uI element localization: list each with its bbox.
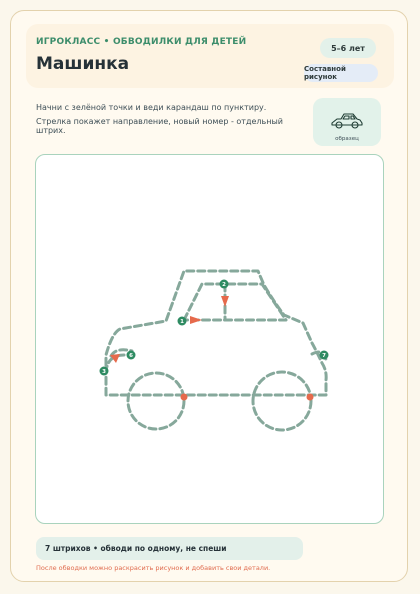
start-number-3: 3: [102, 369, 106, 375]
instruction-line-1: Начни с зелёной точки и веди карандаш по пунктиру.: [36, 103, 267, 112]
trace-stroke-body: [106, 271, 326, 395]
direction-arrow-3: [221, 296, 229, 307]
age-badge: 5–6 лет: [320, 38, 376, 58]
car-tracing-drawing[interactable]: [36, 155, 382, 522]
start-number-7: 7: [322, 353, 326, 359]
start-number-1: 1: [180, 319, 184, 325]
car-icon: [329, 110, 365, 132]
trace-stroke-window: [184, 284, 286, 320]
sample-label: образец: [335, 136, 359, 142]
footnote: После обводки можно раскрасить рисунок и добавить свои детали.: [36, 564, 271, 572]
stroke-info-bar: 7 штрихов • обводи по одному, не спеши: [36, 537, 303, 560]
page-title: Машинка: [36, 54, 130, 74]
trace-stroke-front-wheel: [128, 373, 184, 429]
sample-card: [313, 98, 381, 146]
trace-stroke-rear-wheel: [253, 372, 311, 430]
start-number-6: 6: [129, 353, 133, 359]
tracing-area[interactable]: [35, 154, 384, 524]
header-panel: [26, 24, 394, 88]
direction-dot-4: [181, 394, 188, 401]
direction-dot-5: [307, 394, 314, 401]
direction-arrow-2: [190, 316, 202, 324]
brand-label: ИГРОКЛАСС • ОБВОДИЛКИ ДЛЯ ДЕТЕЙ: [36, 37, 247, 47]
type-badge: Составной рисунок: [304, 64, 378, 82]
instruction-line-2: Стрелка покажет направление, новый номер - отдельный штрих.: [36, 117, 283, 135]
start-number-2: 2: [222, 282, 226, 288]
